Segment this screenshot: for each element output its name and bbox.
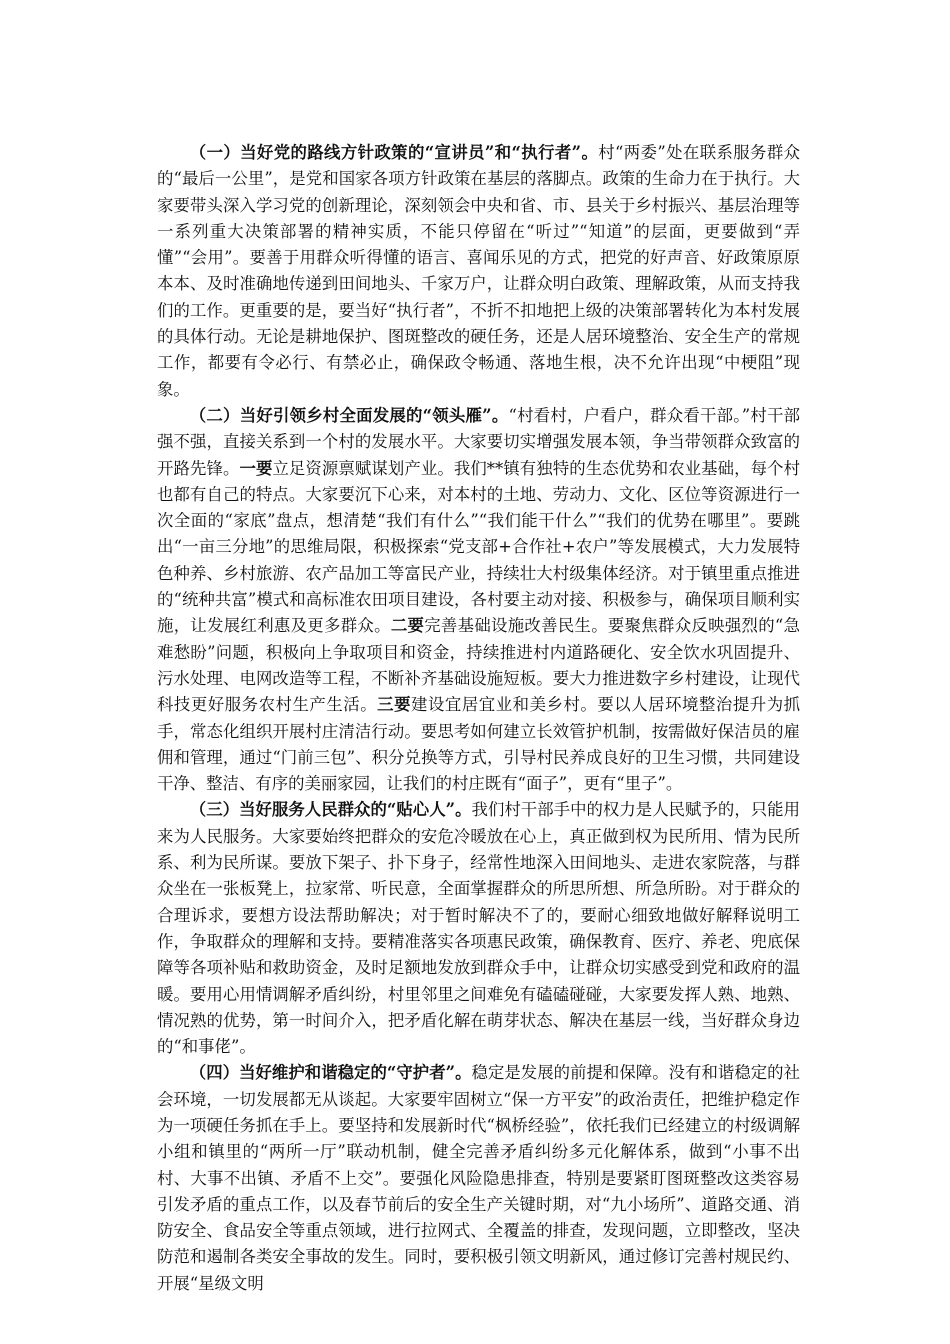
section-2-point-2-label: 二要 [390,616,425,636]
section-2-point-1-label: 一要 [239,458,273,478]
section-2-point-3-text: 建设宜居宜业和美乡村。要以人居环境整治提升为抓手，常态化组织开展村庄清洁行动。要思考如何建立长效管护机制，按需做好保洁员的雇佣和管理，通过“门前三包”、积分兑换等方式，引导村民养成良好的卫生习惯，共同建设干净、整洁、有序的美丽家园，让我们的村庄既有“面子”，更有“里子”。 [157,695,801,794]
section-2-text-intro: “村看村，户看户，群众看干部。”村干部强不强，直接关系到一个村的发展水平。大家要切实增强发展本领，争当带领群众致富的开路先锋。 [157,405,800,478]
section-2 [157,403,800,797]
section-2-point-1-text: 立足资源禀赋谋划产业。我们**镇有独特的生态优势和农业基础，每个村也都有自己的特点。大家要沉下心来，对本村的土地、劳动力、文化、区位等资源进行一次全面的“家底”盘点，想清楚“我们有什么”“我们能干什么”“我们的优势在哪里”。要跳出“一亩三分地”的思维局限，积极探索“党支部+合作社+农户”等发展模式，大力发展特色种养、乡村旅游、农产品加工等富民产业，持续壮大村级集体经济。对于镇里重点推进的“统种共富”模式和高标准农田项目建设，各村要主动对接、积极参与，确保项目顺利实施，让发展红利惠及更多群众。 [157,458,801,636]
section-3 [157,797,800,1060]
section-1-text: 村“两委”处在联系服务群众的“最后一公里”，是党和国家各项方针政策在基层的落脚点。政策的生命力在于执行。大家要带头深入学习党的创新理论，深刻领会中央和省、市、县关于乡村振兴、基层治理等一系列重大决策部署的精神实质，不能只停留在“听过”“知道”的层面，更要做到“弄懂”“会用”。要善于用群众听得懂的语言、喜闻乐见的方式，把党的好声音、好政策原原本本、及时准确地传递到田间地头、千家万户，让群众明白政策、理解政策，从而支持我们的工作。更重要的是，要当好“执行者”，不折不扣地把上级的决策部署转化为本村发展的具体行动。无论是耕地保护、图斑整改的硬任务，还是人居环境整治、安全生产的常规工作，都要有令必行、有禁必止，确保政令畅通、落地生根，决不允许出现“中梗阻”现象。 [157,143,800,399]
section-3-text: 我们村干部手中的权力是人民赋予的，只能用来为人民服务。大家要始终把群众的安危冷暖放在心上，真正做到权为民所用、情为民所系、利为民所谋。要放下架子、扑下身子，经常性地深入田间地头、走进农家院落，与群众坐在一张板凳上，拉家常、听民意，全面掌握群众的所思所想、所急所盼。对于群众的合理诉求，要想方设法帮助解决；对于暂时解决不了的，要耐心细致地做好解释说明工作，争取群众的理解和支持。要精准落实各项惠民政策，确保教育、医疗、养老、兜底保障等各项补贴和救助资金，及时足额地发放到群众手中，让群众切实感受到党和政府的温暖。要用心用情调解矛盾纠纷，村里邻里之间难免有磕磕碰碰，大家要发挥人熟、地熟、情况熟的优势，第一时间介入，把矛盾化解在萌芽状态、解决在基层一线，当好群众身边的“和事佬”。 [157,800,801,1057]
section-2-point-3-label: 三要 [377,695,412,715]
section-2-point-2-text: 完善基础设施改善民生。要聚焦群众反映强烈的“急难愁盼”问题，积极向上争取项目和资金，持续推进村内道路硬化、安全饮水巩固提升、污水处理、电网改造等工程，不断补齐基础设施短板。要大力推进数字乡村建设，让现代科技更好服务农村生产生活。 [157,616,801,715]
section-4-text: 稳定是发展的前提和保障。没有和谐稳定的社会环境，一切发展都无从谈起。大家要牢固树立“保一方平安”的政治责任，把维护稳定作为一项硬任务抓在手上。要坚持和发展新时代“枫桥经验”，依托我们已经建立的村级调解小组和镇里的“两所一厅”联动机制，健全完善矛盾纠纷多元化解体系，做到“小事不出村、大事不出镇、矛盾不上交”。要强化风险隐患排查，特别是要紧盯图斑整改这类容易引发矛盾的重点工作，以及春节前后的安全生产关键时期，对“九小场所”、道路交通、消防安全、食品安全等重点领域，进行拉网式、全覆盖的排查，发现问题，立即整改，坚决防范和遏制各类安全事故的发生。同时，要积极引领文明新风，通过修订完善村规民约、开展“星级文明 [157,1063,801,1293]
section-4-heading: （四）当好维护和谐稳定的“守护者”。 [189,1063,472,1083]
document-body [157,140,800,1297]
section-1-heading: （一）当好党的路线方针政策的“宣讲员”和“执行者”。 [189,143,599,162]
section-4 [157,1060,800,1297]
section-1 [157,140,800,403]
section-3-heading: （三）当好服务人民群众的“贴心人”。 [189,800,472,820]
section-2-heading: （二）当好引领乡村全面发展的“领头雁”。 [189,405,509,425]
